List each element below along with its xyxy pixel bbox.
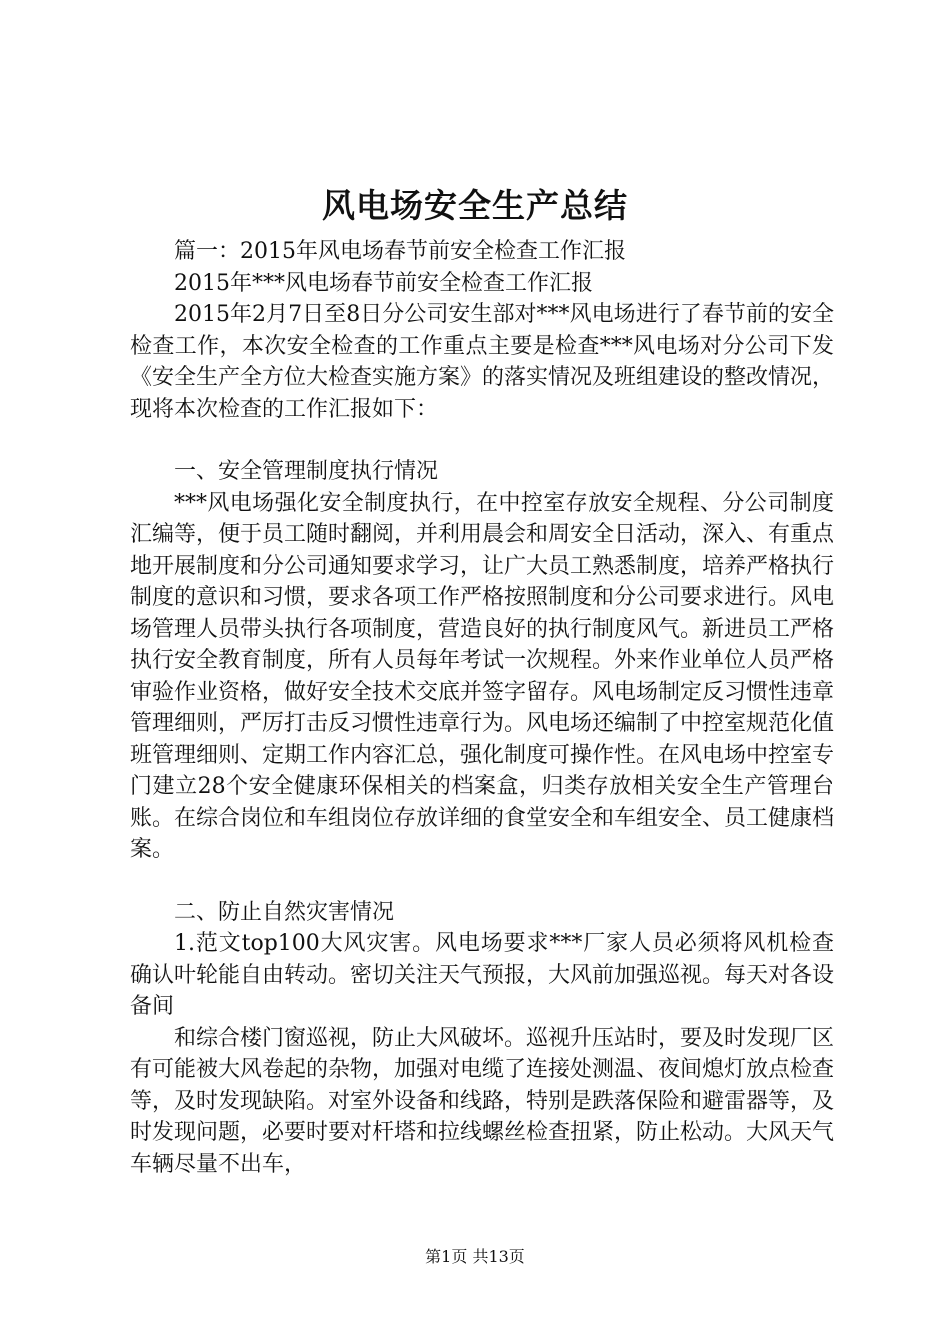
intro-paragraph: 2015年2月7日至8日分公司安生部对***风电场进行了春节前的安全检查工作，本次安全检查的工作重点主要是检查***风电场对分公司下发《安全生产全方位大检查实施方案》的落实情况及班组建设的整改情况，现将本次检查的工作汇报如下： [130,302,835,422]
subheading-management: 一、安全管理制度执行情况 [174,459,439,484]
paragraph-gap [130,866,834,897]
report-title-line: 2015年***风电场春节前安全检查工作汇报 [174,270,593,296]
document-title: 风电场安全生产总结 [322,186,628,225]
subheading-disaster: 二、防止自然灾害情况 [174,899,395,925]
page-footer: 第1页 共13页 [425,1247,525,1266]
document-body [130,236,834,1180]
section-heading: 篇一：2015年风电场春节前安全检查工作汇报 [174,239,626,264]
paragraph-gap [130,425,834,456]
management-paragraph: ***风电场强化安全制度执行，在中控室存放安全规程、分公司制度汇编等，便于员工随时翻阅，并利用晨会和周安全日活动，深入、有重点地开展制度和分公司通知要求学习，让广大员工熟悉制度，培养严格执行制度的意识和习惯，要求各项工作严格按照制度和分公司要求进行。风电场管理人员带头执行各项制度，营造良好的执行制度风气。新进员工严格执行安全教育制度，所有人员每年考试一次规程。外来作业单位人员严格审验作业资格，做好安全技术交底并签字留存。风电场制定反习惯性违章管理细则，严厉打击反习惯性违章行为。风电场还编制了中控室规范化值班管理细则、定期工作内容汇总，强化制度可操作性。在风电场中控室专门建立28个安全健康环保相关的档案盒，归类存放相关安全生产管理台账。在综合岗位和车组岗位存放详细的食堂安全和车组安全、员工健康档案。 [130,490,835,862]
wind-disaster-paragraph: 1.范文top100大风灾害。风电场要求***厂家人员必须将风机检查确认叶轮能自由转动。密切关注天气预报，大风前加强巡视。每天对各设备间 [130,931,835,1019]
inspection-paragraph: 和综合楼门窗巡视，防止大风破坏。巡视升压站时，要及时发现厂区有可能被大风卷起的杂物，加强对电缆了连接处测温、夜间熄灯放点检查等，及时发现缺陷。对室外设备和线路，特别是跌落保险和避雷器等，及时发现问题，必要时要对杆塔和拉线螺丝检查扭紧，防止松动。大风天气车辆尽量不出车， [130,1025,835,1177]
